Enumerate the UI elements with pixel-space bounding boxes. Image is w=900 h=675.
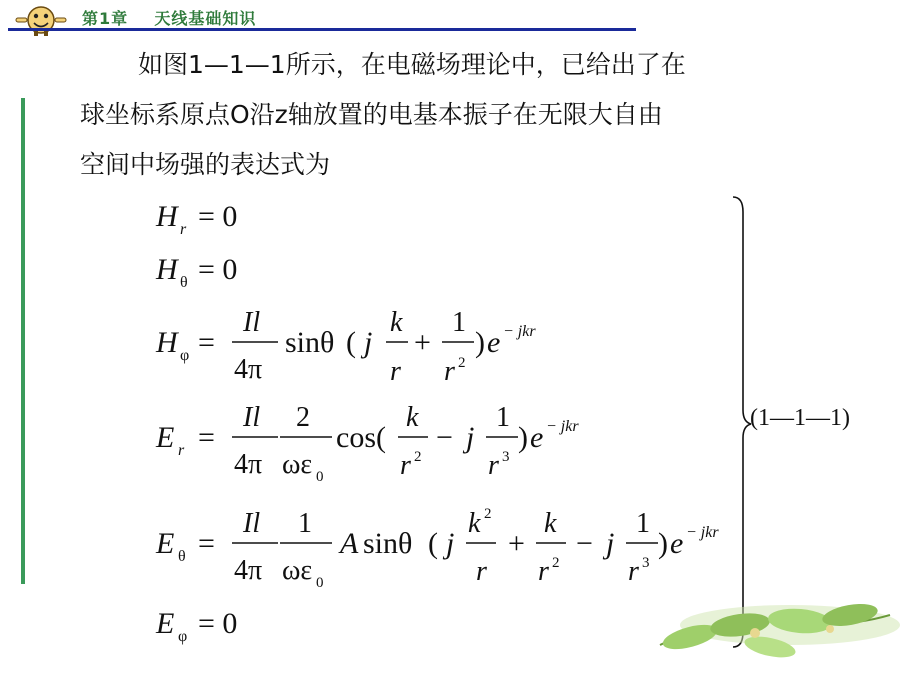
eq3-lhs: H <box>156 326 178 359</box>
eq5-paren-close: ) <box>658 527 668 560</box>
eq1-sub: r <box>180 221 187 238</box>
eq4-k: k <box>406 402 419 433</box>
equation-h-phi <box>155 307 536 387</box>
eq5-r: r <box>476 556 487 587</box>
eq5-e: e <box>670 527 684 560</box>
eq3-j: j <box>364 326 373 359</box>
eq5-omega-eps: ωε <box>282 555 313 586</box>
eq4-sub: r <box>178 442 185 459</box>
eq4-exp: − jkr <box>546 418 579 435</box>
equation-h-r <box>155 200 237 238</box>
right-brace <box>733 197 751 647</box>
eq3-plus: + <box>414 326 431 359</box>
eq5-k2: k <box>468 508 481 539</box>
equation-e-phi <box>155 607 237 645</box>
eq3-exp: − jkr <box>503 323 536 340</box>
eq5-equals: = <box>198 527 215 560</box>
eq4-paren-close: ) <box>518 421 528 454</box>
eq3-k: k <box>390 307 403 338</box>
eq3-den-4pi: 4π <box>234 354 263 385</box>
eq4-two: 2 <box>296 402 310 433</box>
eq6-lhs: E <box>156 607 175 640</box>
eq1-rhs: = 0 <box>198 200 238 233</box>
eq5-den-4pi: 4π <box>234 555 263 586</box>
eq4-den-4pi: 4π <box>234 449 263 480</box>
eq2-sub: θ <box>180 274 188 291</box>
eq3-r: r <box>390 356 401 387</box>
eq6-rhs: = 0 <box>198 607 238 640</box>
eq5-zero-sub: 0 <box>316 575 324 591</box>
eq4-r3: r <box>488 450 499 481</box>
eq3-paren-close: ) <box>475 326 485 359</box>
eq5-plus: + <box>508 527 525 560</box>
eq4-one: 1 <box>496 402 510 433</box>
eq3-one: 1 <box>452 307 466 338</box>
eq4-r2: r <box>400 450 411 481</box>
eq4-zero-sub: 0 <box>316 469 324 485</box>
eq3-sin-theta: sinθ <box>285 326 335 359</box>
eq5-A: A <box>340 527 359 560</box>
eq5-sin-theta: sinθ <box>363 527 413 560</box>
eq4-j: j <box>466 421 475 454</box>
intro-line-3: 空间中场强的表达式为 <box>80 150 331 179</box>
eq5-one-b: 1 <box>636 508 650 539</box>
eq3-e: e <box>487 326 501 359</box>
leaf-decoration-icon <box>600 585 900 675</box>
eq5-r2: r <box>538 556 549 587</box>
intro-line-1: 如图1—1—1所示，在电磁场理论中，已给出了在 <box>138 50 686 79</box>
eq4-lhs: E <box>156 421 175 454</box>
eq5-lhs: E <box>156 527 175 560</box>
eq5-j1: j <box>446 527 455 560</box>
eq3-r2-exp: 2 <box>458 355 466 371</box>
eq3-equals: = <box>198 326 215 359</box>
chapter-title: 第1章 天线基础知识 <box>82 9 257 28</box>
eq5-num-il: Il <box>243 508 261 539</box>
equation-e-theta <box>155 506 719 591</box>
intro-line-2: 球坐标系原点O沿z轴放置的电基本振子在无限大自由 <box>80 100 663 129</box>
eq5-r3: r <box>628 556 639 587</box>
eq4-equals: = <box>198 421 215 454</box>
eq4-r3-exp: 3 <box>502 449 510 465</box>
eq4-cos: cos( <box>336 421 386 454</box>
eq3-paren-open: ( <box>346 326 356 359</box>
eq5-one-a: 1 <box>298 508 312 539</box>
eq3-r2: r <box>444 356 455 387</box>
eq3-sub: φ <box>180 347 190 364</box>
eq2-rhs: = 0 <box>198 253 238 286</box>
eq5-j2: j <box>606 527 615 560</box>
eq2-lhs: H <box>156 253 178 286</box>
eq5-k2-exp: 2 <box>484 506 492 522</box>
eq5-minus: − <box>576 527 593 560</box>
eq5-r3-exp: 3 <box>642 555 650 571</box>
eq4-e: e <box>530 421 544 454</box>
eq1-lhs: H <box>156 200 178 233</box>
equation-number: (1—1—1) <box>750 405 850 431</box>
eq4-minus: − <box>436 421 453 454</box>
eq5-r2-exp: 2 <box>552 555 560 571</box>
eq5-sub: θ <box>178 548 186 565</box>
eq3-num-il: Il <box>243 307 261 338</box>
equation-e-r <box>155 402 579 485</box>
eq4-omega-eps: ωε <box>282 449 313 480</box>
eq6-sub: φ <box>178 628 188 645</box>
eq5-k: k <box>544 508 557 539</box>
eq5-exp: − jkr <box>686 524 719 541</box>
eq5-paren-open: ( <box>428 527 438 560</box>
eq4-num-il: Il <box>243 402 261 433</box>
equation-h-theta <box>155 253 237 291</box>
eq4-r2-exp: 2 <box>414 449 422 465</box>
